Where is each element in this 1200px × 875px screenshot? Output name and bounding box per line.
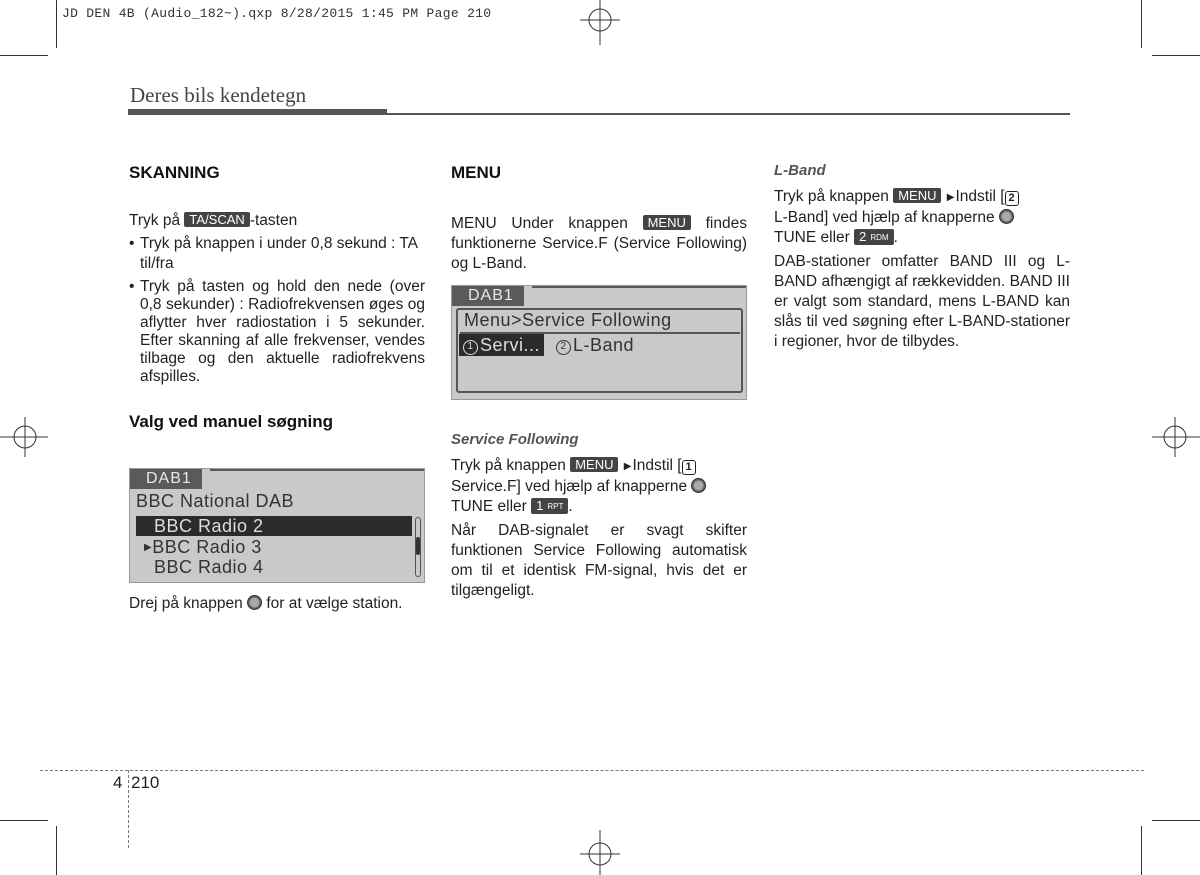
lcd-selected-station: [136, 516, 412, 536]
folio-number: 210: [131, 773, 160, 792]
header-rule-thin: [387, 113, 1070, 115]
footer-dashed-rule: [40, 770, 1144, 771]
lcd-option-l-band: [556, 334, 634, 356]
knob-icon: [247, 595, 262, 610]
preset-2-number: 2: [859, 229, 867, 244]
scan-bullet-1: • Tryk på knappen i under 0,8 sekund : TA til/fra: [129, 234, 425, 274]
preset-1-key: [531, 498, 568, 514]
lb-step-text-2: Indstil [: [955, 188, 1005, 205]
arrow-right-icon: ▶: [623, 461, 632, 472]
sf-step-end: .: [568, 498, 573, 515]
preset-2-label: RDM: [870, 233, 889, 242]
option-1-label: Servi...: [480, 335, 541, 355]
chapter-number: 4: [113, 773, 123, 792]
lcd-selected-station-label: BBC Radio 2: [154, 516, 264, 536]
lcd-station-label: BBC Radio 3: [152, 537, 262, 557]
number-1-icon: 1: [682, 460, 696, 475]
menu-description-text: MENU Under knappen: [451, 215, 643, 232]
lcd-tab-label: DAB1: [452, 286, 524, 306]
menu-description-suffix: findes funktionerne Service.F (Service Following) og L-Band.: [451, 215, 747, 272]
page-number: [131, 773, 159, 793]
arrow-right-icon: ▶: [946, 192, 955, 203]
menu-key: MENU: [570, 457, 618, 472]
crop-mark: [0, 820, 48, 821]
knob-instruction-suffix: for at vælge station.: [262, 595, 403, 612]
crop-mark: [56, 0, 57, 48]
knob-instruction: [129, 594, 429, 614]
sf-step-text-4: TUNE eller: [451, 498, 532, 515]
heading-scanning: SKANNING: [129, 163, 220, 182]
lcd-station: [144, 537, 262, 558]
registration-mark-left: [0, 412, 50, 462]
page-number: [113, 773, 122, 793]
scan-intro: [129, 211, 429, 231]
ta-scan-key: TA/SCAN: [184, 212, 249, 227]
heading-menu: MENU: [451, 163, 502, 182]
crop-mark: [1152, 55, 1200, 56]
service-following-description: Når DAB-signalet er svagt skifter funktionen Service Following automatisk om til et identisk FM-signal, hvis det er tilgængeligt.: [451, 522, 747, 599]
l-band-steps: [774, 187, 1070, 248]
knob-icon: [691, 478, 706, 493]
registration-mark-top: [575, 0, 625, 45]
menu-key: MENU: [643, 215, 691, 230]
lb-step-text-3: L-Band] ved hjælp af knapperne: [774, 209, 999, 226]
lb-step-end: .: [893, 229, 898, 246]
lb-step-text: Tryk på knappen: [774, 188, 894, 205]
crop-mark: [1141, 0, 1142, 48]
lcd-menu-title: Menu>Service Following: [464, 310, 672, 330]
crop-mark: [1141, 826, 1142, 875]
crop-mark: [0, 55, 48, 56]
option-2-label: L-Band: [573, 335, 635, 355]
scan-bullet-2: • Tryk på tasten og hold den nede (over 0,8 sekunder) : Radiofrekvensen øges og aflytter hver radiostation i 5 sekunder. Efter skanning af alle frekvenser, vendes tilbage og den aktuelle radiofrekvens afspilles.: [129, 278, 425, 386]
menu-key: MENU: [893, 188, 941, 203]
sf-step-text: Tryk på knappen: [451, 457, 571, 474]
knob-icon: [999, 209, 1014, 224]
scan-intro-text: Tryk på: [129, 212, 185, 229]
lb-step-text-4: TUNE eller: [774, 229, 855, 246]
header-rule-thick: [128, 109, 387, 115]
lcd-scroll-thumb: [416, 537, 420, 555]
lcd-option-service-following: [459, 334, 544, 356]
preset-1-number: 1: [536, 498, 544, 513]
playing-marker-icon: ▶: [144, 542, 153, 553]
knob-instruction-text: Drej på knappen: [129, 595, 248, 612]
lcd-screen-dab-list: [129, 468, 425, 583]
print-slug: JD DEN 4B (Audio_182~).qxp 8/28/2015 1:45 PM Page 210: [62, 6, 492, 21]
lcd-title: BBC National DAB: [136, 491, 295, 511]
heading-l-band: L-Band: [774, 162, 826, 179]
preset-1-label: RPT: [547, 502, 564, 511]
heading-manual-search: Valg ved manuel søgning: [129, 412, 334, 431]
running-header: Deres bils kendetegn: [130, 83, 307, 107]
scan-bullets: [129, 234, 425, 386]
heading-service-following: Service Following: [451, 431, 579, 448]
lcd-screen-menu: [451, 285, 747, 400]
footer-dashed-divider: [128, 770, 129, 848]
sf-step-text-2: Indstil [: [632, 457, 682, 474]
preset-2-key: [854, 229, 893, 245]
lcd-station: BBC Radio 4: [154, 557, 264, 577]
registration-mark-right: [1152, 412, 1200, 462]
scan-intro-suffix: -tasten: [249, 212, 298, 229]
l-band-description: DAB-stationer omfatter BAND III og L-BAND afhængigt af rækkevidden. BAND III er valgt som standard, mens L-BAND kan slås til ved søgning efter L-BAND-stationer i regioner, hvor de tilbydes.: [774, 253, 1070, 350]
option-1-number: 1: [463, 340, 478, 355]
menu-description: [451, 214, 747, 274]
service-following-steps: [451, 456, 747, 517]
crop-mark: [56, 826, 57, 875]
option-2-number: 2: [556, 340, 571, 355]
crop-mark: [1152, 820, 1200, 821]
registration-mark-bottom: [575, 830, 625, 875]
sf-step-text-3: Service.F] ved hjælp af knapperne: [451, 478, 692, 495]
lcd-tab-label: DAB1: [130, 469, 202, 489]
number-2-icon: 2: [1005, 191, 1019, 206]
